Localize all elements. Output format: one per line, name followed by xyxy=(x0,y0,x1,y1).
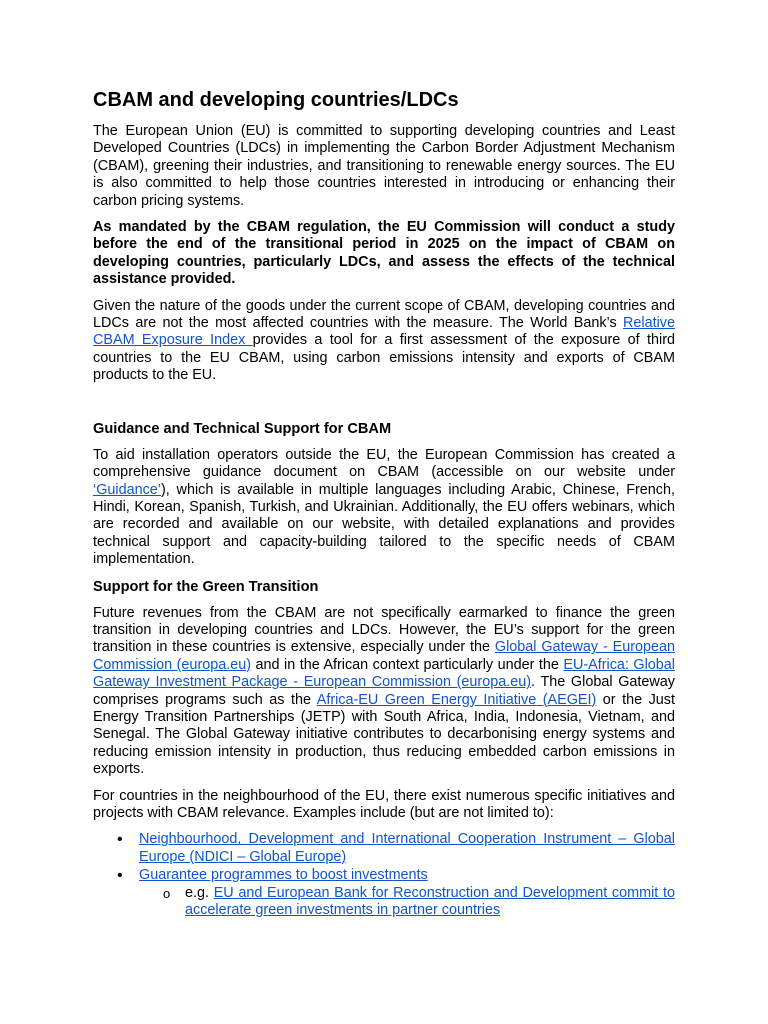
global-gateway-link[interactable]: Global Gateway - European Commission (europa.eu) xyxy=(93,639,676,673)
intro-paragraph: The European Union (EU) is committed to supporting developing countries and Least Developed Countries (LDCs) in implementing the Carbon Border Adjustment Mechanism (CBAM), greening their industries, and transitioning to renewable energy sources. The EU is also committed to help those countries interested in introducing or enhancing their carbon pricing systems. xyxy=(93,123,675,209)
guidance-text-before: To aid installation operators outside the EU, the European Commission has created a comprehensive guidance document on CBAM (accessible on our website under xyxy=(93,446,675,481)
neighbourhood-paragraph: For countries in the neighbourhood of the EU, there exist numerous specific initiatives and projects with CBAM relevance. Examples include (but are not limited to): xyxy=(93,787,675,821)
guidance-text-after: ), which is available in multiple languages including Arabic, Chinese, French, Hindi, Korean, Spanish, Turkish, and Ukrainian. Additionally, the EU offers webinars, which are recorded and available on our website, with detailed explanations and provides technical support and capacity-building tailored to the specific needs of CBAM implementation. xyxy=(93,481,675,568)
ebrd-green-investments-link[interactable]: EU and European Bank for Reconstruction and Development commit to accelerate green investments in partner countries xyxy=(185,884,675,919)
green-text-2: and in the African context particularly under the xyxy=(251,656,564,673)
initiatives-list xyxy=(93,831,675,919)
sub-list xyxy=(139,885,675,920)
scope-text-before: Given the nature of the goods under the current scope of CBAM, developing countries and LDCs are not the most affected countries with the measure. The World Bank’s xyxy=(93,297,675,332)
guidance-paragraph xyxy=(93,447,675,569)
ndici-global-europe-link[interactable]: Neighbourhood, Development and International Cooperation Instrument – Global Europe (NDICI – Global Europe) xyxy=(139,831,675,865)
green-transition-paragraph xyxy=(93,605,675,779)
green-text-4: or the Just Energy Transition Partnerships (JETP) with South Africa, India, Indonesia, Vietnam, and Senegal. The Global Gateway initiative contributes to decarbonising energy systems and reducing emission intensity in production, thus reducing embedded carbon emissions in exports. xyxy=(93,691,676,778)
green-text-1: Future revenues from the CBAM are not specifically earmarked to finance the green transition in developing countries and LDCs. However, the EU’s support for the green transition in these countries is extensive, especially under the xyxy=(93,604,675,656)
sub-item-prefix: e.g. xyxy=(185,884,214,901)
scope-text-after: provides a tool for a first assessment of the exposure of third countries to the EU CBAM, using carbon emissions intensity and exports of CBAM products to the EU. xyxy=(93,332,675,384)
mandate-paragraph: As mandated by the CBAM regulation, the EU Commission will conduct a study before the end of the transitional period in 2025 on the impact of CBAM on developing countries, particularly LDCs, and assess the effects of the technical assistance provided. xyxy=(93,219,675,288)
guidance-heading: Guidance and Technical Support for CBAM xyxy=(93,420,392,437)
guidance-link[interactable]: ‘Guidance’ xyxy=(93,481,161,498)
list-item xyxy=(139,831,675,866)
scope-paragraph xyxy=(93,298,675,385)
aegei-link[interactable]: Africa-EU Green Energy Initiative (AEGEI) xyxy=(316,691,597,708)
eu-africa-investment-package-link[interactable]: EU-Africa: Global Gateway Investment Package - European Commission (europa.eu) xyxy=(93,656,676,691)
page-title: CBAM and developing countries/LDCs xyxy=(93,89,459,111)
section-spacer xyxy=(93,394,675,420)
green-transition-heading: Support for the Green Transition xyxy=(93,578,319,595)
sub-list-item xyxy=(185,885,675,920)
green-text-3: . The Global Gateway comprises programs such as the xyxy=(93,674,675,708)
guarantee-programmes-link[interactable]: Guarantee programmes to boost investments xyxy=(139,867,428,884)
list-item xyxy=(139,867,675,919)
cbam-exposure-index-link[interactable]: Relative CBAM Exposure Index xyxy=(93,315,675,349)
